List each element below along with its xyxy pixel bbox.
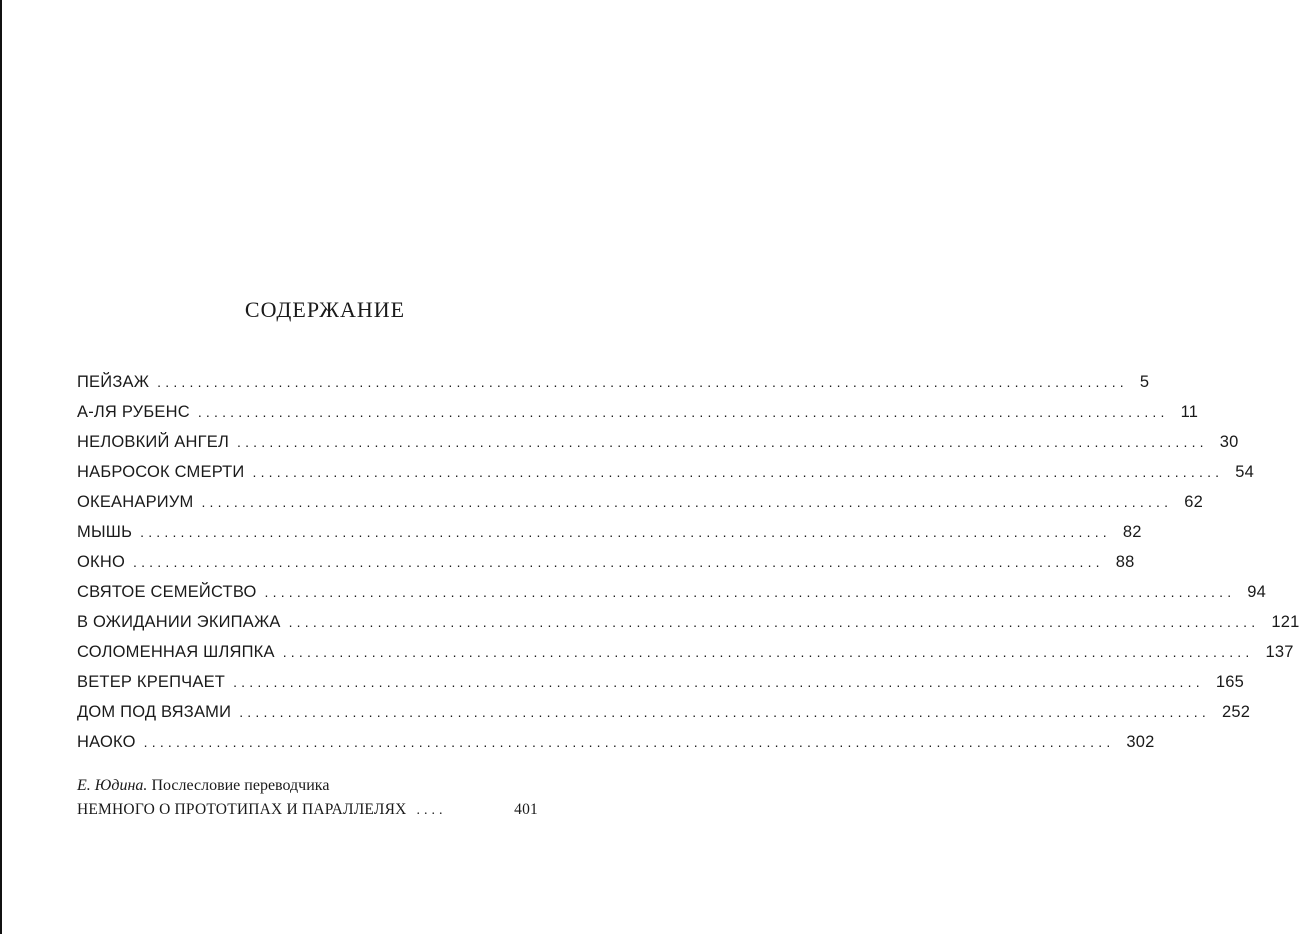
dot-leader: ........................................................................................................................	[143, 734, 1115, 750]
toc-entry	[77, 613, 1300, 643]
toc-entry	[77, 373, 1150, 403]
toc-entry-title: СВЯТОЕ СЕМЕЙСТВО	[77, 583, 257, 601]
toc-entry	[77, 583, 1267, 613]
toc-entry-page-number: 302	[1126, 733, 1155, 751]
toc-entry	[77, 553, 1135, 583]
toc-entry-page-number: 30	[1219, 433, 1239, 451]
dot-leader: ........................................................................................................................	[239, 704, 1210, 720]
toc-entry-title: МЫШЬ	[77, 523, 133, 541]
dot-leader: ....	[416, 803, 447, 818]
toc-entry-page-number: 94	[1247, 583, 1267, 601]
dot-leader: ........................................................................................................................	[252, 464, 1224, 480]
toc-entry-page-number: 5	[1139, 373, 1150, 391]
toc-entry-title: СОЛОМЕННАЯ ШЛЯПКА	[77, 643, 275, 661]
toc-entry	[77, 523, 1142, 553]
toc-entry-title: ВЕТЕР КРЕПЧАЕТ	[77, 673, 226, 691]
dot-leader: ........................................................................................................................	[201, 494, 1173, 510]
toc-entry-title: НАОКО	[77, 733, 136, 751]
toc-entry-title: НАБРОСОК СМЕРТИ	[77, 463, 245, 481]
afterword-title: НЕМНОГО О ПРОТОТИПАХ И ПАРАЛЛЕЛЯХ	[77, 801, 407, 818]
afterword-label: Послесловие переводчика	[151, 777, 330, 794]
toc-entry	[77, 463, 1255, 493]
toc-entry-title: В ОЖИДАНИИ ЭКИПАЖА	[77, 613, 281, 631]
toc-entry-page-number: 252	[1221, 703, 1251, 721]
toc-entry-page-number: 137	[1265, 643, 1294, 661]
dot-leader: ........................................................................................................................	[140, 524, 1111, 540]
dot-leader: ........................................................................................................................	[157, 374, 1128, 390]
toc-entry	[77, 403, 1199, 433]
toc-entry	[77, 493, 1203, 523]
dot-leader: ........................................................................................................................	[282, 644, 1254, 660]
toc-entry	[77, 703, 1251, 733]
dot-leader: ........................................................................................................................	[197, 404, 1169, 420]
dot-leader: ........................................................................................................................	[264, 584, 1236, 600]
toc-entry-page-number: 82	[1122, 523, 1142, 541]
toc-entry-page-number: 54	[1235, 463, 1255, 481]
dot-leader: ........................................................................................................................	[233, 674, 1204, 690]
toc-entry	[77, 643, 1294, 673]
afterword-credit	[77, 777, 538, 801]
toc-entry-page-number: 11	[1180, 403, 1199, 421]
contents-title: СОДЕРЖАНИЕ	[244, 297, 406, 322]
toc-entry-title: А-ЛЯ РУБЕНС	[77, 403, 190, 421]
toc-entry-title: ПЕЙЗАЖ	[77, 373, 150, 391]
toc-entry-page-number: 121	[1271, 613, 1300, 631]
toc-entry	[77, 673, 1244, 703]
table-of-contents	[77, 373, 1300, 763]
afterword-toc-line	[77, 801, 538, 829]
toc-entry-page-number: 62	[1184, 493, 1203, 511]
dot-leader: ........................................................................................................................	[237, 434, 1208, 450]
toc-entry-title: НЕЛОВКИЙ АНГЕЛ	[77, 433, 229, 451]
dot-leader: ........................................................................................................................	[133, 554, 1104, 570]
afterword-author: Е. Юдина.	[77, 777, 148, 794]
toc-entry	[77, 433, 1239, 463]
toc-entry-title: ОКНО	[77, 553, 125, 571]
toc-entry	[77, 733, 1155, 763]
dot-leader: ........................................................................................................................	[288, 614, 1260, 630]
toc-entry-title: ДОМ ПОД ВЯЗАМИ	[77, 703, 232, 721]
page-edge-line	[0, 0, 2, 934]
toc-entry-page-number: 88	[1115, 553, 1135, 571]
toc-entry-title: ОКЕАНАРИУМ	[77, 493, 194, 511]
toc-entry-page-number: 165	[1215, 673, 1244, 691]
afterword-page-number: 401	[514, 801, 538, 818]
afterword-entry	[77, 777, 538, 829]
